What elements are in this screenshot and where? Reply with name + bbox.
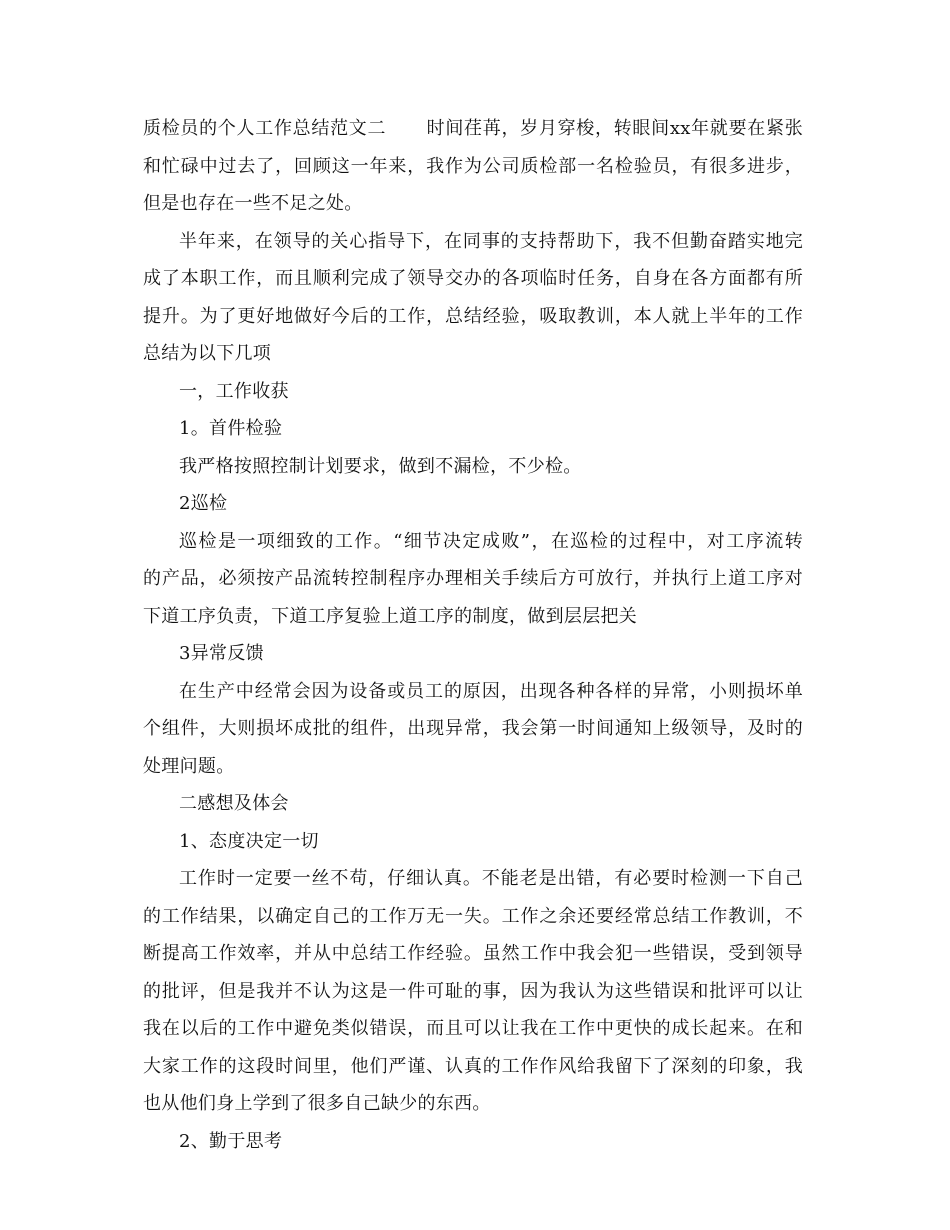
- document-line: 的批评，但是我并不认为这是一件可耻的事，因为我认为这些错误和批评可以让: [143, 980, 803, 1002]
- document-line: 我在以后的工作中避免类似错误，而且可以让我在工作中更快的成长起来。在和: [143, 1018, 803, 1039]
- document-line: 但是也存在一些不足之处。: [143, 193, 363, 214]
- section-heading: 一，工作收获: [179, 380, 289, 402]
- paragraph-start: 工作时一定要一丝不苟，仔细认真。不能老是出错，有必要时检测一下自己: [179, 868, 803, 889]
- paragraph-start: 半年来，在领导的关心指导下，在同事的支持帮助下，我不但勤奋踏实地完: [179, 230, 803, 252]
- document-line: 个组件，大则损坏成批的组件，出现异常，我会第一时间通知上级领导，及时的: [143, 718, 803, 739]
- subsection-heading: 2巡检: [179, 493, 228, 514]
- document-line: 提升。为了更好地做好今后的工作，总结经验，吸取教训，本人就上半年的工作: [143, 305, 803, 327]
- document-line: 成了本职工作，而且顺利完成了领导交办的各项临时任务，自身在各方面都有所: [143, 268, 803, 289]
- subsection-heading: 2、勤于思考: [179, 1130, 283, 1152]
- document-line: 下道工序负责，下道工序复验上道工序的制度，做到层层把关: [143, 605, 638, 627]
- document-title: 质检员的个人工作总结范文二: [143, 118, 387, 139]
- paragraph-start: 在生产中经常会因为设备或员工的原因，出现各种各样的异常，小则损坏单: [179, 680, 803, 702]
- section-heading: 二感想及体会: [179, 793, 289, 814]
- paragraph-start: 巡检是一项细致的工作。“细节决定成败”，在巡检的过程中，对工序流转: [179, 530, 803, 552]
- document-line: 和忙碌中过去了，回顾这一年来，我作为公司质检部一名检验员，有很多进步，: [143, 155, 803, 177]
- subsection-heading: 1、态度决定一切: [179, 830, 319, 852]
- document-line: 总结为以下几项: [143, 343, 272, 364]
- document-page: [143, 116, 803, 1166]
- document-line: 断提高工作效率，并从中总结工作经验。虽然工作中我会犯一些错误，受到领导: [143, 943, 803, 964]
- document-line: 大家工作的这段时间里，他们严谨、认真的工作作风给我留下了深刻的印象，我: [143, 1055, 803, 1077]
- document-line: 处理问题。: [143, 755, 235, 777]
- subsection-heading: 1。首件检验: [179, 418, 283, 439]
- subsection-heading: 3异常反馈: [179, 643, 264, 664]
- document-line: 的产品，必须按产品流转控制程序办理相关手续后方可放行，并执行上道工序对: [143, 568, 803, 589]
- document-line: 的工作结果，以确定自己的工作万无一失。工作之余还要经常总结工作教训，不: [143, 905, 803, 927]
- document-line: [143, 116, 803, 142]
- document-line: 也从他们身上学到了很多自己缺少的东西。: [143, 1093, 491, 1114]
- paragraph-start: 我严格按照控制计划要求，做到不漏检，不少检。: [179, 455, 582, 477]
- document-text: 时间荏苒，岁月穿梭，转眼间xx年就要在紧张: [426, 118, 803, 139]
